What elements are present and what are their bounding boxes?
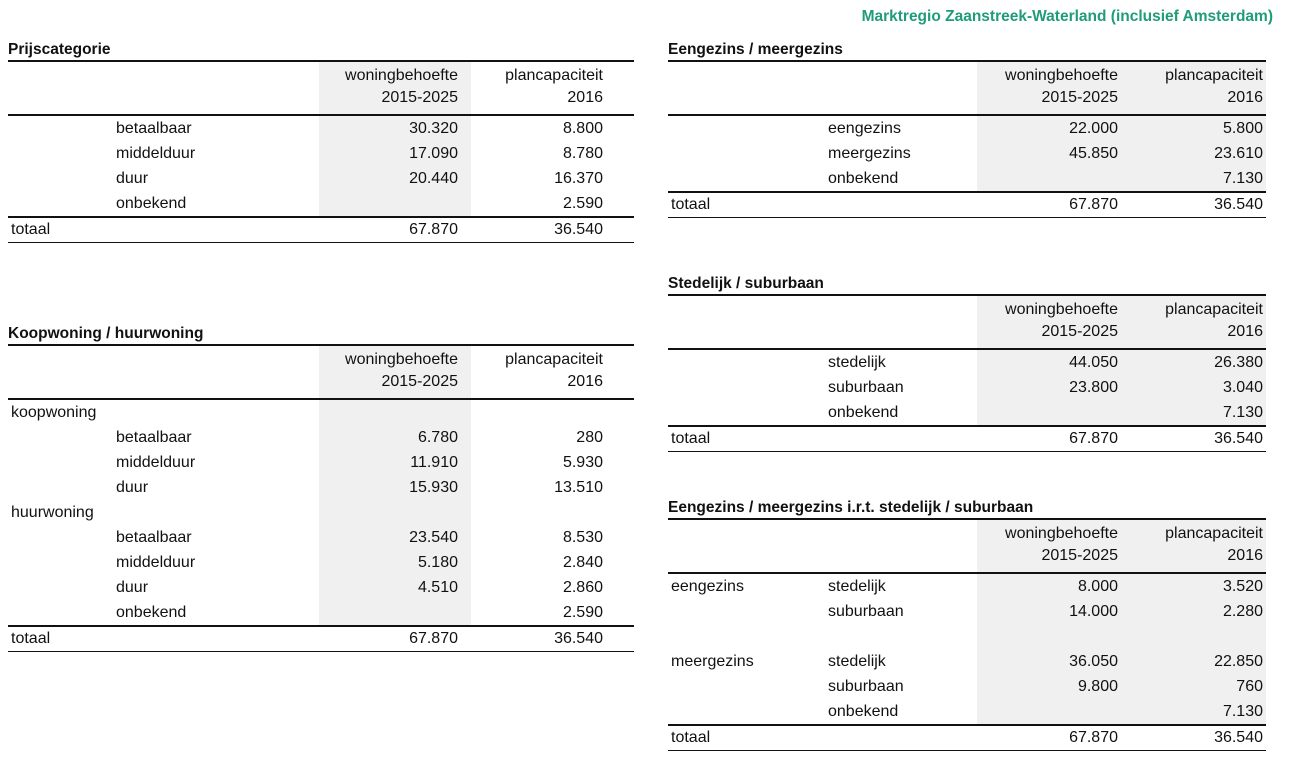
header-period: 2015-2025	[1041, 89, 1118, 106]
total-plancapaciteit: 36.540	[1214, 196, 1263, 213]
table-body	[668, 350, 1266, 425]
table-caption: Prijscategorie	[8, 41, 111, 58]
table-prijscategorie	[8, 40, 634, 243]
total-woningbehoefte: 67.870	[1069, 196, 1118, 213]
total-label: totaal	[671, 196, 711, 213]
value-plancapaciteit: 2.280	[1222, 603, 1263, 620]
row-label: betaalbaar	[116, 429, 192, 446]
header-plancapaciteit: plancapaciteit	[1165, 301, 1263, 318]
header-period: 2015-2025	[1041, 547, 1118, 564]
value-plancapaciteit: 8.530	[562, 529, 603, 546]
value-woningbehoefte: 23.540	[409, 529, 458, 546]
value-plancapaciteit: 2.590	[562, 604, 603, 621]
table-koop-huur	[8, 324, 634, 652]
table-row	[8, 191, 634, 216]
value-plancapaciteit: 2.590	[562, 195, 603, 212]
value-plancapaciteit: 280	[576, 429, 603, 446]
total-woningbehoefte: 67.870	[1069, 430, 1118, 447]
table-row	[668, 400, 1266, 425]
value-plancapaciteit: 23.610	[1214, 145, 1263, 162]
table-row	[8, 141, 634, 166]
value-woningbehoefte: 36.050	[1069, 653, 1118, 670]
value-woningbehoefte: 5.180	[417, 554, 458, 571]
table-row	[8, 525, 634, 550]
value-plancapaciteit: 26.380	[1214, 354, 1263, 371]
row-label: betaalbaar	[116, 120, 192, 137]
row-label: onbekend	[828, 404, 899, 421]
table-header	[8, 62, 634, 114]
row-label: duur	[116, 579, 149, 596]
value-woningbehoefte: 8.000	[1077, 578, 1118, 595]
row-label: middelduur	[116, 145, 196, 162]
table-row	[668, 574, 1266, 599]
row-label: stedelijk	[828, 354, 886, 371]
table-row	[8, 116, 634, 141]
table-caption: Koopwoning / huurwoning	[8, 325, 204, 342]
value-plancapaciteit: 22.850	[1214, 653, 1263, 670]
total-plancapaciteit: 36.540	[1214, 430, 1263, 447]
value-woningbehoefte: 22.000	[1069, 120, 1118, 137]
value-plancapaciteit: 7.130	[1222, 703, 1263, 720]
table-combi	[668, 498, 1266, 751]
row-label: stedelijk	[828, 578, 886, 595]
value-woningbehoefte: 6.780	[417, 429, 458, 446]
group-row	[8, 400, 634, 425]
header-plancapaciteit: plancapaciteit	[1165, 67, 1263, 84]
table-header	[668, 296, 1266, 348]
total-label: totaal	[671, 729, 711, 746]
value-woningbehoefte: 23.800	[1069, 379, 1118, 396]
table-row	[668, 166, 1266, 191]
group-label: huurwoning	[11, 504, 94, 521]
row-label: duur	[116, 170, 149, 187]
row-label: onbekend	[116, 604, 187, 621]
table-body	[8, 400, 634, 625]
value-woningbehoefte: 14.000	[1069, 603, 1118, 620]
table-stedelijk-suburbaan	[668, 274, 1266, 452]
row-label: suburbaan	[828, 603, 904, 620]
table-body	[8, 116, 634, 216]
header-plancapaciteit: plancapaciteit	[1165, 525, 1263, 542]
value-woningbehoefte: 30.320	[409, 120, 458, 137]
total-row	[8, 216, 634, 243]
total-label: totaal	[671, 430, 711, 447]
group-row	[8, 500, 634, 525]
table-row	[8, 475, 634, 500]
table-header	[668, 62, 1266, 114]
value-plancapaciteit: 2.860	[562, 579, 603, 596]
row-label: suburbaan	[828, 678, 904, 695]
total-row	[8, 625, 634, 652]
total-row	[668, 191, 1266, 218]
value-plancapaciteit: 7.130	[1222, 170, 1263, 187]
value-woningbehoefte: 4.510	[417, 579, 458, 596]
value-woningbehoefte: 45.850	[1069, 145, 1118, 162]
value-woningbehoefte: 15.930	[409, 479, 458, 496]
value-woningbehoefte: 44.050	[1069, 354, 1118, 371]
value-woningbehoefte: 9.800	[1077, 678, 1118, 695]
value-woningbehoefte: 17.090	[409, 145, 458, 162]
group-label: eengezins	[671, 578, 744, 595]
value-woningbehoefte: 20.440	[409, 170, 458, 187]
header-woningbehoefte: woningbehoefte	[1005, 525, 1118, 542]
value-plancapaciteit: 5.930	[562, 454, 603, 471]
value-plancapaciteit: 8.780	[562, 145, 603, 162]
row-label: middelduur	[116, 554, 196, 571]
header-period: 2015-2025	[381, 373, 458, 390]
table-row	[8, 550, 634, 575]
header-year: 2016	[1227, 89, 1263, 106]
row-label: duur	[116, 479, 149, 496]
page-title: Marktregio Zaanstreek-Waterland (inclusief Amsterdam)	[861, 8, 1273, 25]
header-woningbehoefte: woningbehoefte	[1005, 301, 1118, 318]
header-year: 2016	[1227, 323, 1263, 340]
header-woningbehoefte: woningbehoefte	[345, 67, 458, 84]
value-plancapaciteit: 7.130	[1222, 404, 1263, 421]
table-row	[668, 674, 1266, 699]
row-label: onbekend	[828, 703, 899, 720]
group-label: meergezins	[671, 653, 754, 670]
table-row	[668, 599, 1266, 624]
table-row	[668, 375, 1266, 400]
table-row	[668, 649, 1266, 674]
total-row	[668, 724, 1266, 751]
value-plancapaciteit: 760	[1236, 678, 1263, 695]
header-woningbehoefte: woningbehoefte	[1005, 67, 1118, 84]
table-body	[668, 574, 1266, 724]
table-header	[8, 346, 634, 398]
table-row	[668, 141, 1266, 166]
row-label: stedelijk	[828, 653, 886, 670]
table-eengezins-meergezins	[668, 40, 1266, 218]
total-plancapaciteit: 36.540	[1214, 729, 1263, 746]
row-label: meergezins	[828, 145, 911, 162]
header-woningbehoefte: woningbehoefte	[345, 351, 458, 368]
value-plancapaciteit: 2.840	[562, 554, 603, 571]
table-row	[668, 350, 1266, 375]
table-row	[8, 575, 634, 600]
table-row	[8, 450, 634, 475]
header-plancapaciteit: plancapaciteit	[505, 67, 603, 84]
header-plancapaciteit: plancapaciteit	[505, 351, 603, 368]
table-row	[668, 116, 1266, 141]
total-woningbehoefte: 67.870	[409, 630, 458, 647]
row-label: betaalbaar	[116, 529, 192, 546]
row-label: onbekend	[116, 195, 187, 212]
total-label: totaal	[11, 630, 51, 647]
value-plancapaciteit: 13.510	[554, 479, 603, 496]
header-period: 2015-2025	[381, 89, 458, 106]
header-period: 2015-2025	[1041, 323, 1118, 340]
total-woningbehoefte: 67.870	[1069, 729, 1118, 746]
value-plancapaciteit: 16.370	[554, 170, 603, 187]
row-label: middelduur	[116, 454, 196, 471]
total-woningbehoefte: 67.870	[409, 221, 458, 238]
value-plancapaciteit: 8.800	[562, 120, 603, 137]
table-caption: Eengezins / meergezins i.r.t. stedelijk / suburbaan	[668, 499, 1034, 516]
table-body	[668, 116, 1266, 191]
total-row	[668, 425, 1266, 452]
total-plancapaciteit: 36.540	[554, 221, 603, 238]
table-row	[8, 600, 634, 625]
table-row	[8, 425, 634, 450]
header-year: 2016	[567, 89, 603, 106]
total-label: totaal	[11, 221, 51, 238]
table-caption: Stedelijk / suburbaan	[668, 275, 824, 292]
table-caption: Eengezins / meergezins	[668, 41, 843, 58]
header-year: 2016	[567, 373, 603, 390]
table-row	[8, 166, 634, 191]
table-header	[668, 520, 1266, 572]
value-plancapaciteit: 3.520	[1222, 578, 1263, 595]
value-plancapaciteit: 3.040	[1222, 379, 1263, 396]
value-woningbehoefte: 11.910	[410, 454, 458, 471]
value-plancapaciteit: 5.800	[1222, 120, 1263, 137]
group-label: koopwoning	[11, 404, 97, 421]
row-label: onbekend	[828, 170, 899, 187]
table-row	[668, 699, 1266, 724]
total-plancapaciteit: 36.540	[554, 630, 603, 647]
row-label: eengezins	[828, 120, 901, 137]
row-label: suburbaan	[828, 379, 904, 396]
header-year: 2016	[1227, 547, 1263, 564]
